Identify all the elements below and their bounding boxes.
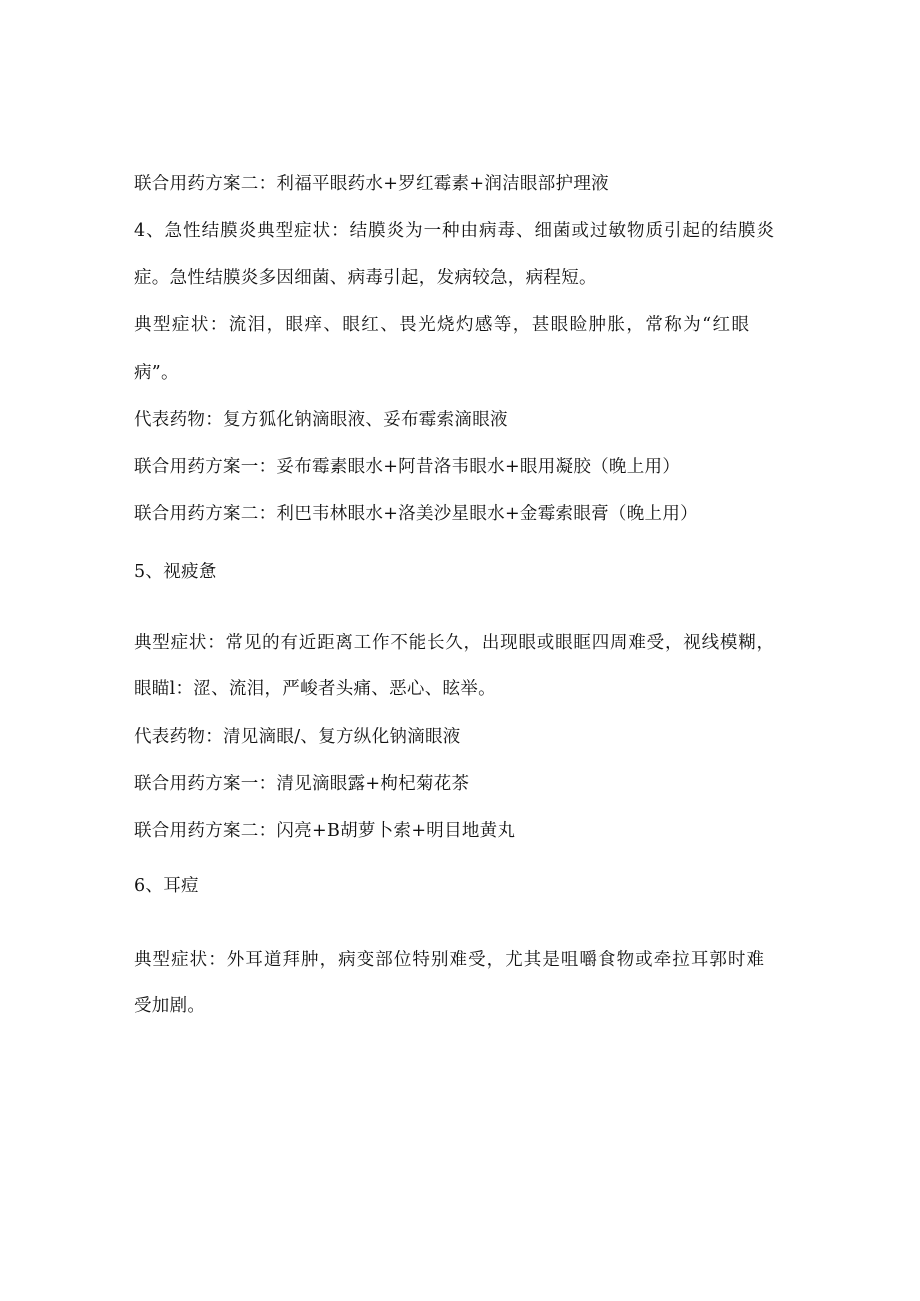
symptoms-line: 典型症状：流泪，眼痒、眼红、畏光烧灼感等，甚眼睑肿胀，常称为“红眼 bbox=[134, 315, 749, 335]
combo-plan-2-line: 联合用药方案二：闪亮+B胡萝卜索+明目地黄丸 bbox=[134, 821, 516, 841]
paragraph-line: 症。急性结膜炎多因细菌、病毒引起，发病较急，病程短。 bbox=[134, 268, 597, 288]
paragraph-line: 病”。 bbox=[134, 363, 179, 383]
representative-drugs-line: 代表药物：清见滴眼/、复方纵化钠滴眼液 bbox=[134, 727, 461, 747]
symptoms-line: 典型症状：外耳道拜肿，病变部位特别难受，尤其是咀嚼食物或牵拉耳郭时难 bbox=[134, 950, 764, 970]
combo-plan-2-line: 联合用药方案二：利巴韦林眼水+洛美沙星眼水+金霉索眼膏（晚上用） bbox=[134, 504, 698, 524]
symptoms-line: 典型症状：常见的有近距离工作不能长久，出现眼或眼眶四周难受，视线模糊， bbox=[134, 633, 774, 653]
paragraph-line: 受加剧。 bbox=[134, 996, 206, 1016]
section-4-heading-line: 4、急性结膜炎典型症状：结膜炎为一种由病毒、细菌或过敏物质引起的结膜炎 bbox=[134, 221, 774, 241]
combo-plan-1-line: 联合用药方案一：清见滴眼露+枸杞菊花茶 bbox=[134, 774, 470, 794]
combo-plan-1-line: 联合用药方案一：妥布霉素眼水+阿昔洛韦眼水+眼用凝胶（晚上用） bbox=[134, 457, 681, 477]
paragraph-line: 眼瞄l：涩、流泪，严峻者头痛、恶心、眩举。 bbox=[134, 679, 496, 699]
section-6-heading: 6、耳痘 bbox=[134, 876, 199, 896]
representative-drugs-line: 代表药物：复方狐化钠滴眼液、妥布霉索滴眼液 bbox=[134, 410, 508, 430]
section-5-heading: 5、视疲惫 bbox=[134, 562, 217, 582]
combo-plan-2-line: 联合用药方案二：利福平眼药水+罗红霉素+润洁眼部护理液 bbox=[134, 174, 609, 194]
